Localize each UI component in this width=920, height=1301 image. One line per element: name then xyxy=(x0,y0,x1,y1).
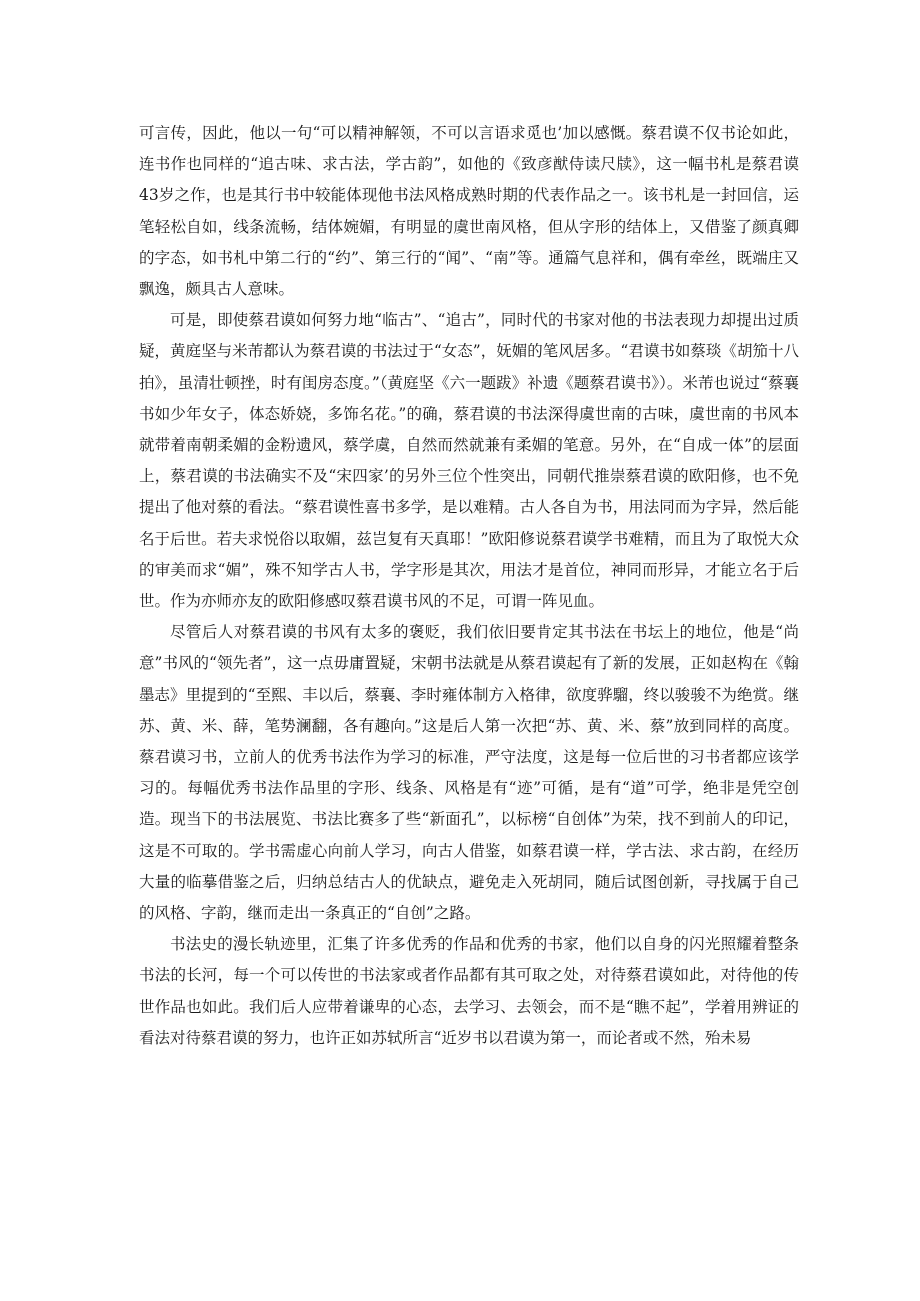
article-body xyxy=(139,118,799,1054)
paragraph-conclusion: 书法史的漫长轨迹里，汇集了许多优秀的作品和优秀的书家，他们以自身的闪光照耀着整条书法的长河，每一个可以传世的书法家或者作品都有其可取之处，对待蔡君谟如此，对待他的传世作品也如此。我们后人应带着谦卑的心态，去学习、去领会，而不是“瞧不起”，学着用辨证的看法对待蔡君谟的努力，也许正如苏轼所言“近岁书以君谟为第一，而论者或不然，殆未易 xyxy=(139,935,799,1047)
paragraph-continuation: 可言传，因此，他以一句“可以精神解领，不可以言语求觅也’加以感慨。蔡君谟不仅书论如此，连书作也同样的“追古味、求古法，学古韵”，如他的《致彦猷侍读尺牍》，这一幅书札是蔡君谟43岁之作，也是其行书中较能体现他书法风格成熟时期的代表作品之一。该书札是一封回信，运笔轻松自如，线条流畅，结体婉媚，有明显的虞世南风格，但从字形的结体上，又借鉴了颜真卿的字态，如书札中第二行的“约”、第三行的“闻”、“南”等。通篇气息祥和，偶有牵丝，既端庄又飘逸，颇具古人意味。 xyxy=(139,124,799,299)
paragraph-criticism: 可是，即使蔡君谟如何努力地“临古”、“追古”，同时代的书家对他的书法表现力却提出过质疑，黄庭坚与米芾都认为蔡君谟的书法过于“女态”，妩媚的笔风居多。“君谟书如蔡琰《胡笳十八拍》，虽清壮顿挫，时有闺房态度。”（黄庭坚《六一题跋》补遗《题蔡君谟书》）。米芾也说过“蔡襄书如少年女子，体态娇娆，多饰名花。”的确，蔡君谟的书法深得虞世南的古味，虞世南的书风本就带着南朝柔媚的金粉遗风，蔡学虞，自然而然就兼有柔媚的笔意。另外，在“自成一体”的层面上，蔡君谟的书法确实不及“宋四家’的另外三位个性突出，同朝代推崇蔡君谟的欧阳修，也不免提出了他对蔡的看法。“蔡君谟性喜书多学，是以难精。古人各自为书，用法同而为字异，然后能名于后世。若夫求悦俗以取媚，兹岂复有天真耶！”欧阳修说蔡君谟学书难精，而且为了取悦大众的审美而求“媚”，殊不知学古人书，学字形是其次，用法才是首位，神同而形异，才能立名于后世。作为亦师亦友的欧阳修感叹蔡君谟书风的不足，可谓一阵见血。 xyxy=(139,311,799,611)
paragraph-status: 尽管后人对蔡君谟的书风有太多的褒贬，我们依旧要肯定其书法在书坛上的地位，他是“尚意”书风的“领先者”，这一点毋庸置疑，宋朝书法就是从蔡君谟起有了新的发展，正如赵构在《翰墨志》里提到的“至熙、丰以后，蔡襄、李时雍体制方入格律，欲度骅騮，终以骏骏不为绝赏。继苏、黄、米、薛，笔势澜翻，各有趣向。”这是后人第一次把“苏、黄、米、蔡”放到同样的高度。蔡君谟习书，立前人的优秀书法作为学习的标准，严守法度，这是每一位后世的习书者都应该学习的。每幅优秀书法作品里的字形、线条、风格是有“迹”可循，是有“道”可学，绝非是凭空创造。现当下的书法展览、书法比赛多了些“新面孔”，以标榜“自创体”为荣，找不到前人的印记，这是不可取的。学书需虚心向前人学习，向古人借鉴，如蔡君谟一样，学古法、求古韵，在经历大量的临摹借鉴之后，归纳总结古人的优缺点，避免走入死胡同，随后试图创新，寻找属于自己的风格、字韵，继而走出一条真正的“自创”之路。 xyxy=(139,623,799,923)
